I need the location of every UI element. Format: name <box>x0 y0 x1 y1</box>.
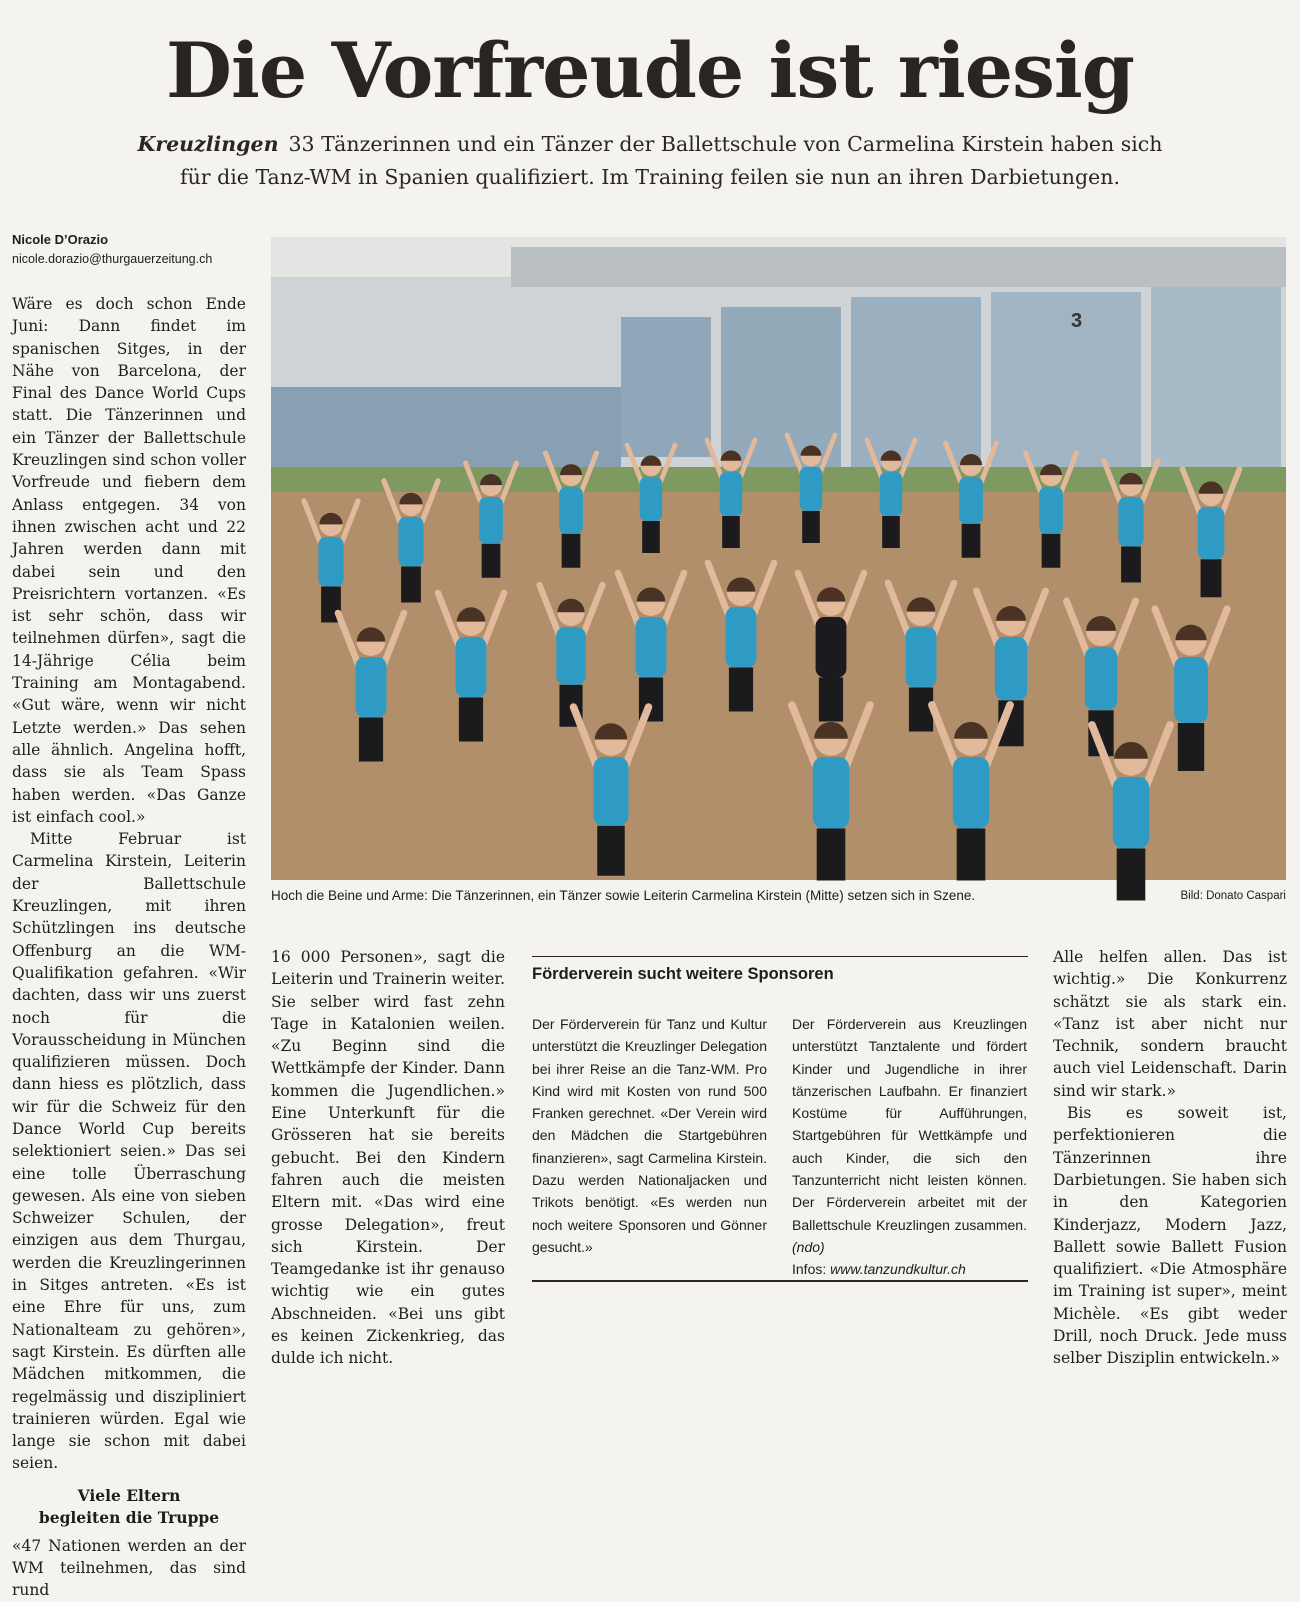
article-column-2 <box>271 946 505 1370</box>
infobox-column-right <box>792 1013 1027 1281</box>
article-column-4 <box>1053 946 1287 1370</box>
dance-group-photo <box>271 237 1286 880</box>
subhead-line-1: Viele Eltern <box>77 1485 181 1505</box>
paragraph: Bis es soweit ist, perfektionieren die Tänzerinnen ihre Darbietungen. Sie haben sich in den Kategorien Kinderjazz, Modern Jazz, Ballett sowie Ballett Fusion qualifiziert. «Die Atmosphäre im Training ist super», meint Michèle. «Es gibt weder Drill, noch Druck. Jede muss selber Disziplin entwickeln.» <box>1053 1104 1287 1368</box>
paragraph: 16 000 Personen», sagt die Leiterin und Trainerin weiter. Sie selber wird fast zehn Tage in Katalonien weilen. «Zu Beginn sind die Wettkämpfe der Kinder. Dann kommen die Jugendlichen.» Eine Unterkunft für die Grösseren hat sie bereits gebucht. Bei den Kindern fahren auch die meisten Eltern mit. «Das wird eine grosse Delegation», freut sich Kirstein. Der Teamgedanke ist ihr genauso wichtig wie ein gutes Abschneiden. «Bei uns gibt es keinen Zickenkrieg, das dulde ich nicht. <box>271 948 505 1368</box>
infobox-signature: (ndo) <box>792 1238 825 1255</box>
subhead-line-2: begleiten die Truppe <box>38 1507 220 1527</box>
infobox-title: Förderverein sucht weitere Sponsoren <box>532 965 834 983</box>
paragraph: Mitte Februar ist Carmelina Kirstein, Leiterin der Ballettschule Kreuzlingen, mit ihren Schützlingen ins deutsche Offenburg an die WM-Qualifikation gefahren. «Wir dachten, dass wir uns zuerst noch für die Vorausscheidung in München qualifizieren müssen. Doch dann hiess es plötzlich, dass wir für die Schweiz für den Dance World Cup bereits selektioniert seien.» Das sei eine tolle Überraschung gewesen. Als eine von sieben Schweizer Schulen, der einzigen aus dem Thurgau, werden die Kreuzlingerinnen in Sitges antreten. «Es ist eine Ehre für uns, zum Nationalteam zu gehören», sagt Kirstein. Es dürften alle Mädchen mitkommen, die regelmässig und diszipliniert trainieren würden. Egal wie lange sie schon mit dabei seien. <box>12 830 246 1473</box>
sponsor-infobox <box>532 956 1028 1282</box>
photo-credit: Bild: Donato Caspari <box>1180 890 1286 902</box>
photo-illustration <box>271 237 1286 880</box>
article-subhead <box>12 1485 246 1529</box>
wall-number: 3 <box>1071 310 1083 332</box>
infobox-info-label: Infos: <box>792 1261 827 1278</box>
ceiling-duct <box>511 247 1286 287</box>
lead-place: Kreuzlingen <box>137 132 279 156</box>
lead-line-1: 33 Tänzerinnen und ein Tänzer der Ballettschule von Carmelina Kirstein haben sich <box>288 132 1163 156</box>
photo-caption: Hoch die Beine und Arme: Die Tänzerinnen, ein Tänzer sowie Leiterin Carmelina Kirstein (Mitte) setzen sich in Szene. <box>271 888 976 903</box>
paragraph: Alle helfen allen. Das ist wichtig.» Die Konkurrenz schätzt sie als stark ein. «Tanz ist aber nicht nur Technik, sondern braucht auch viel Leidenschaft. Darin sind wir stark.» <box>1053 948 1287 1100</box>
article-column-1 <box>12 293 246 1602</box>
author-email[interactable]: nicole.dorazio@thurgauerzeitung.ch <box>12 252 213 266</box>
article-lead <box>40 128 1260 194</box>
infobox-link[interactable]: www.tanzundkultur.ch <box>830 1261 966 1278</box>
paragraph: Wäre es doch schon Ende Juni: Dann findet im spanischen Sitges, in der Nähe von Barcelona, der Final des Dance World Cups statt. Die Tänzerinnen und ein Tänzer der Ballettschule Kreuzlingen sind schon voller Vorfreude und fiebern dem Anlass entgegen. 34 von ihnen zwischen acht und 22 Jahren werden dann mit dabei sein und den Preisrichtern vortanzen. «Es ist sehr schön, dass wir teilnehmen dürfen», sagt die 14-Jährige Célia beim Training am Montagabend. «Gut wäre, wenn wir nicht Letzte werden.» Das sehen alle ähnlich. Angelina hofft, dass sie als Team Spass haben werden. «Das Ganze ist einfach cool.» <box>12 295 246 826</box>
author-name: Nicole D’Orazio <box>12 232 109 247</box>
article-headline: Die Vorfreude ist riesig <box>166 26 1134 115</box>
paragraph: «47 Nationen werden an der WM teilnehmen, das sind rund <box>12 1536 246 1600</box>
infobox-right-text: Der Förderverein aus Kreuzlingen unterstützt Tanztalente und fördert Kinder und Jugendliche in ihrer tänzerischen Laufbahn. Er finanziert Kostüme für Aufführungen, Startgebühren für Wettkämpfe und auch Kinder, die sich den Tanzunterricht nicht leisten können. Der Förderverein arbeitet mit der Ballettschule Kreuzlingen zusammen. <box>792 1016 1027 1233</box>
byline <box>12 231 262 269</box>
infobox-column-left: Der Förderverein für Tanz und Kultur unterstützt die Kreuzlinger Delegation bei ihrer Reise an die Tanz-WM. Pro Kind wird mit Kosten von rund 500 Franken gerechnet. «Der Verein wird den Mädchen die Startgebühren finanzieren», sagt Carmelina Kirstein. Dazu werden Nationaljacken und Trikots benötigt. «Es werden nun noch weitere Sponsoren und Gönner gesucht.» <box>532 1016 767 1255</box>
lead-line-2: für die Tanz-WM in Spanien qualifiziert. Im Training feilen sie nun an ihren Darbietungen. <box>180 165 1120 189</box>
